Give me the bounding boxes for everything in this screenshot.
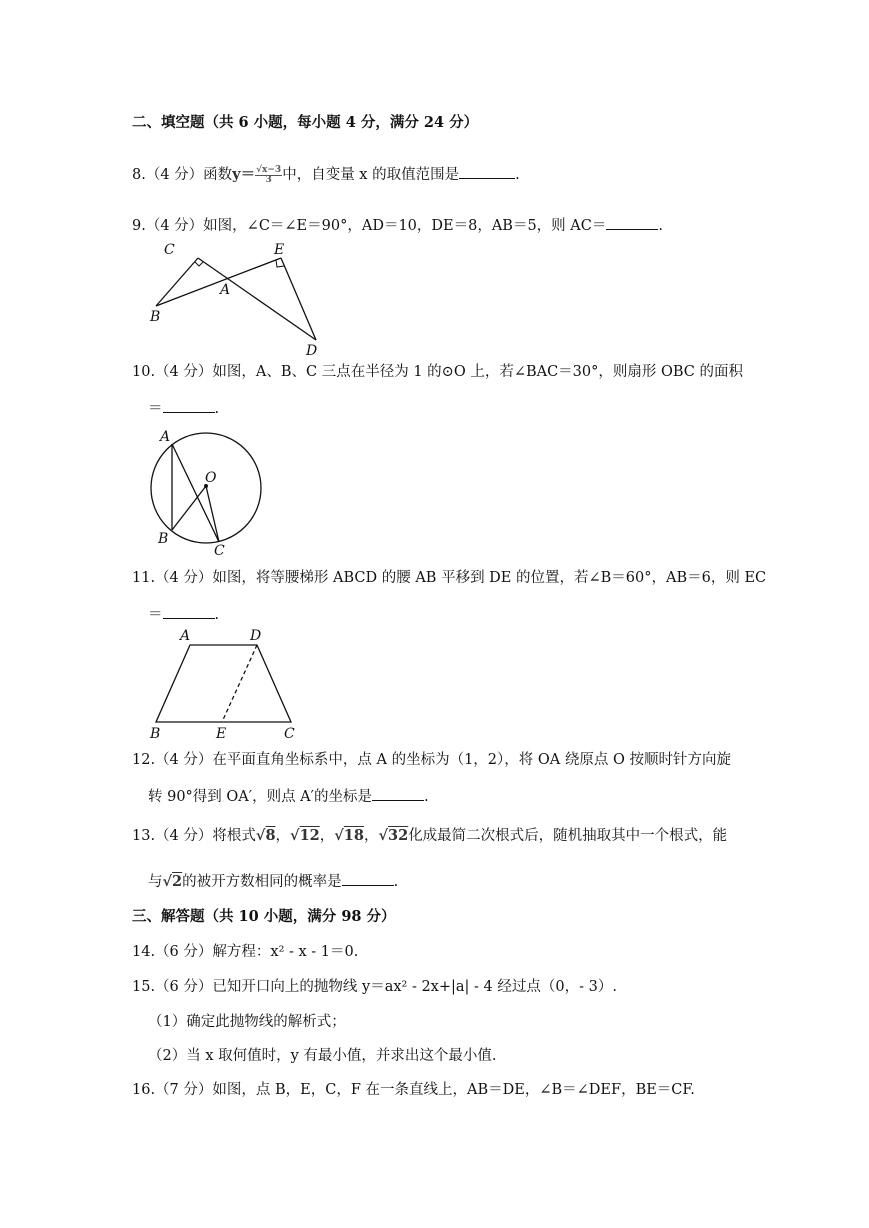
q13-sep-2: ，: [319, 828, 335, 844]
q11-label-c: C: [284, 726, 295, 742]
q13-sep-3: ，: [363, 828, 379, 844]
question-15-part-2: （2）当 x 取何值时，y 有最小值，并求出这个最小值.: [148, 1048, 497, 1064]
q13-radical-3: √18: [334, 827, 364, 844]
section-2-title: 二、填空题（共 6 小题，每小题 4 分，满分 24 分）: [132, 114, 479, 131]
q10-eq: ＝: [148, 401, 163, 417]
q11-end: .: [214, 607, 220, 623]
question-13: [132, 826, 727, 846]
q13-line2-lead: 与: [148, 874, 163, 890]
q11-label-d: D: [250, 628, 262, 644]
q10-label-o: O: [205, 470, 217, 486]
q8-tail: 中，自变量 x 的取值范围是: [282, 167, 460, 183]
question-15-part-1: （1）确定此抛物线的解析式；: [148, 1014, 346, 1030]
q13-radical-5: √2: [162, 873, 183, 890]
q8-frac-num: √x−3: [256, 164, 282, 175]
q10-end: .: [214, 401, 220, 417]
q11-label-b: B: [150, 726, 161, 742]
q13-line2-tail: 的被开方数相同的概率是: [182, 874, 342, 890]
question-13-line-2: [148, 871, 398, 892]
q9-label-d: D: [306, 343, 318, 359]
section-3-title: 三、解答题（共 10 小题，满分 98 分）: [132, 908, 396, 925]
question-16: 16.（7 分）如图，点 B，E，C，F 在一条直线上，AB＝DE，∠B＝∠DEF，BE＝CF.: [132, 1082, 695, 1098]
q8-frac-den: 3: [265, 174, 272, 185]
q11-eq: ＝: [148, 607, 163, 623]
q12-line2-text: 转 90°得到 OA′，则点 A′的坐标是: [148, 789, 372, 805]
q10-label-a: A: [160, 429, 171, 445]
q8-lead: 8.（4 分）函数: [132, 167, 233, 183]
q12-answer-blank[interactable]: [372, 786, 424, 801]
q13-radical-4: √32: [378, 827, 409, 844]
question-11: 11.（4 分）如图，将等腰梯形 ABCD 的腰 AB 平移到 DE 的位置，若∠B＝60°，AB＝6，则 EC: [132, 570, 767, 586]
q10-label-b: B: [158, 531, 169, 547]
q9-label-e: E: [274, 242, 285, 258]
q11-label-a: A: [180, 628, 191, 644]
q9-label-a: A: [220, 282, 231, 298]
q13-tail: 化成最简二次根式后，随机抽取其中一个根式，能: [408, 828, 728, 844]
question-10: 10.（4 分）如图，A、B、C 三点在半径为 1 的⊙O 上，若∠BAC＝30°，则扇形 OBC 的面积: [132, 364, 744, 380]
q9-label-b: B: [150, 309, 161, 325]
question-15: 15.（6 分）已知开口向上的抛物线 y＝ax² - 2x+|a| - 4 经过点（0，- 3）.: [132, 979, 617, 995]
q9-text: 9.（4 分）如图，∠C＝∠E＝90°，AD＝10，DE＝8，AB＝5，则 AC＝: [132, 218, 607, 234]
q11-label-e: E: [216, 726, 227, 742]
q10-label-c: C: [214, 543, 225, 559]
q8-end: .: [515, 167, 520, 183]
q12-end: .: [423, 789, 429, 805]
q13-end: .: [393, 874, 399, 890]
q9-label-c: C: [164, 242, 175, 258]
q9-end: .: [658, 218, 663, 234]
q13-radical-2: √12: [290, 827, 320, 844]
question-12: 12.（4 分）在平面直角坐标系中，点 A 的坐标为（1，2），将 OA 绕原点 O 按顺时针方向旋: [132, 752, 731, 768]
q13-sep-1: ，: [275, 828, 291, 844]
question-14: 14.（6 分）解方程：x² - x - 1＝0.: [132, 944, 359, 960]
q8-func-lhs: y＝: [232, 166, 256, 183]
q13-answer-blank[interactable]: [342, 871, 394, 886]
q13-radical-1: √8: [255, 827, 276, 844]
question-12-line-2: [148, 786, 429, 807]
q13-lead: 13.（4 分）将根式: [132, 828, 256, 844]
